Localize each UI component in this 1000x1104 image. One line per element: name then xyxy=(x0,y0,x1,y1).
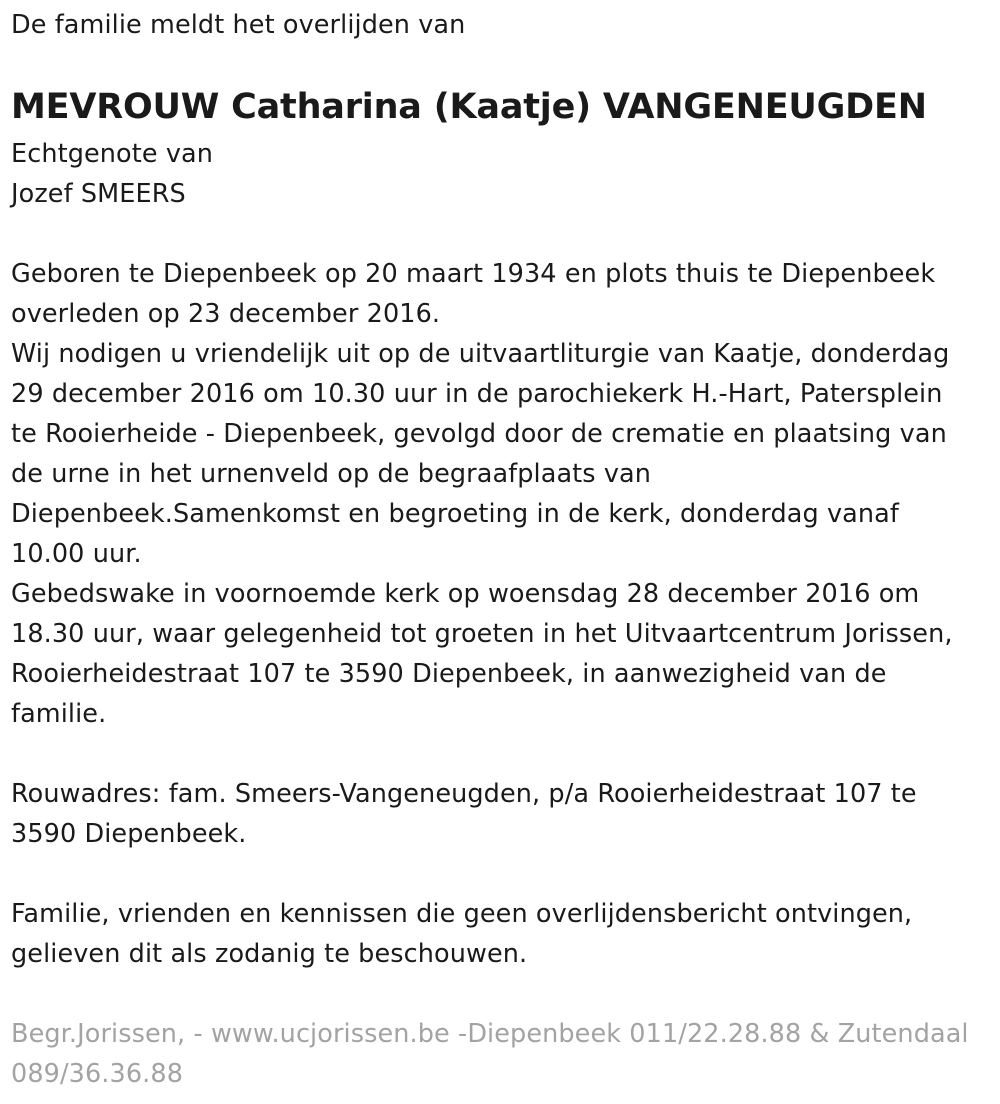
spouse-name: Jozef SMEERS xyxy=(11,179,186,209)
intro-text: De familie meldt het overlijden van xyxy=(11,10,466,40)
notice-line: gelieven dit als zodanig te beschouwen. xyxy=(11,939,528,969)
body-line: Rooierheidestraat 107 te 3590 Diepenbeek, in aanwezigheid van de xyxy=(11,659,887,689)
body-line: de urne in het urnenveld op de begraafplaats van xyxy=(11,459,652,489)
footer-line: 089/36.36.88 xyxy=(11,1059,184,1089)
deceased-name: MEVROUW Catharina (Kaatje) VANGENEUGDEN xyxy=(11,87,927,127)
body-line: Gebedswake in voornoemde kerk op woensdag 28 december 2016 om xyxy=(11,579,920,609)
footer-line: Begr.Jorissen, - www.ucjorissen.be -Diepenbeek 011/22.28.88 & Zutendaal xyxy=(11,1019,969,1049)
notice-line: Familie, vrienden en kennissen die geen overlijdensbericht ontvingen, xyxy=(11,899,913,929)
body-line: Wij nodigen u vriendelijk uit op de uitvaartliturgie van Kaatje, donderdag xyxy=(11,339,950,369)
body-line: 29 december 2016 om 10.30 uur in de parochiekerk H.-Hart, Patersplein xyxy=(11,379,943,409)
intro-block xyxy=(11,5,465,45)
body-line: familie. xyxy=(11,699,107,729)
funeral-details xyxy=(11,254,953,734)
address-line: 3590 Diepenbeek. xyxy=(11,819,247,849)
notice-message xyxy=(11,894,912,974)
body-line: Diepenbeek.Samenkomst en begroeting in de kerk, donderdag vanaf xyxy=(11,499,899,529)
body-line: 10.00 uur. xyxy=(11,539,142,569)
spouse-label: Echtgenote van xyxy=(11,139,214,169)
body-line: overleden op 23 december 2016. xyxy=(11,299,441,329)
body-line: 18.30 uur, waar gelegenheid tot groeten in het Uitvaartcentrum Jorissen, xyxy=(11,619,953,649)
body-line: te Rooierheide - Diepenbeek, gevolgd door de crematie en plaatsing van xyxy=(11,419,947,449)
funeral-home-footer xyxy=(11,1014,969,1094)
body-line: Geboren te Diepenbeek op 20 maart 1934 en plots thuis te Diepenbeek xyxy=(11,259,936,289)
address-line: Rouwadres: fam. Smeers-Vangeneugden, p/a Rooierheidestraat 107 te xyxy=(11,779,917,809)
mourning-address xyxy=(11,774,917,854)
spouse-block xyxy=(11,134,213,214)
